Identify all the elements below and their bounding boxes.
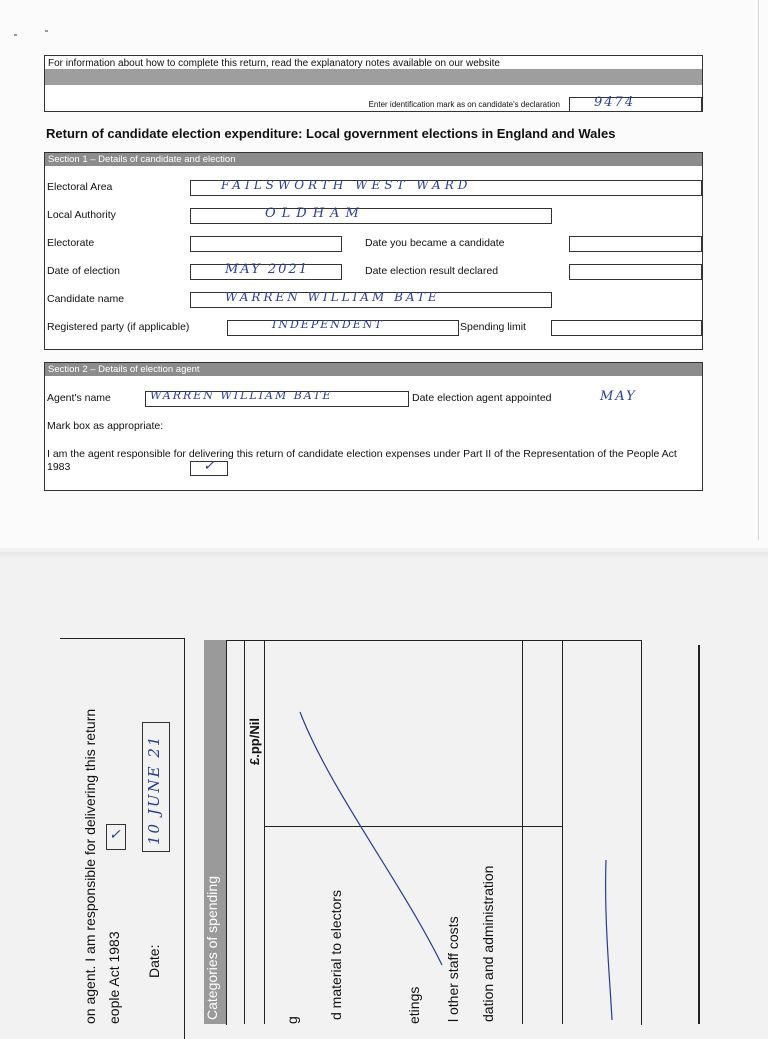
electoral-area-label: Electoral Area xyxy=(47,181,113,193)
date-agent-appointed-label: Date election agent appointed xyxy=(412,392,552,404)
date-agent-appointed-value: MAY xyxy=(600,389,637,404)
declaration-line-1: on agent. I am responsible for delivering this return xyxy=(82,708,98,1024)
page-title: Return of candidate election expenditure: Local government elections in England and Wales xyxy=(46,126,616,141)
spending-limit-label: Spending limit xyxy=(460,321,526,333)
category-item: d material to electors xyxy=(328,890,344,1020)
agent-name-label: Agent's name xyxy=(47,392,111,404)
registered-party-value: INDEPENDENT xyxy=(272,318,384,331)
electoral-area-value: FAILSWORTH WEST WARD xyxy=(221,178,472,192)
agent-name-value: WARREN WILLIAM BATE xyxy=(150,389,333,402)
local-authority-label: Local Authority xyxy=(47,209,116,221)
date-result-declared-label: Date election result declared xyxy=(365,265,499,277)
page-2-edge-line xyxy=(698,645,700,1024)
candidate-name-value: WARREN WILLIAM BATE xyxy=(225,290,440,304)
declaration-line-2: eople Act 1983 xyxy=(106,931,122,1024)
agent-statement: I am the agent responsible for delivering this return of candidate election expenses under Part II of the Representation of the People Act 1983 xyxy=(47,448,677,473)
date-became-candidate-label: Date you became a candidate xyxy=(365,237,505,249)
tick-mark: ✓ xyxy=(203,458,217,474)
info-text: For information about how to complete this return, read the explanatory notes available on our website xyxy=(48,58,500,69)
category-item: etings xyxy=(406,986,422,1024)
date-of-election-label: Date of election xyxy=(47,265,120,277)
date-value: 10 JUNE 21 xyxy=(145,734,163,845)
tick-mark-rotated: ✓ xyxy=(109,827,123,843)
amount-header: £.pp/Nil xyxy=(247,718,262,765)
date-of-election-value: MAY 2021 xyxy=(225,262,309,277)
category-item: g xyxy=(284,1016,300,1024)
electorate-label: Electorate xyxy=(47,237,95,249)
candidate-name-label: Candidate name xyxy=(47,293,125,305)
section-2-header: Section 2 – Details of election agent xyxy=(45,363,702,376)
category-item: dation and administration xyxy=(480,865,496,1022)
mark-box-label: Mark box as appropriate: xyxy=(47,420,164,432)
id-mark-label: Enter identification mark as on candidate's declaration xyxy=(368,100,560,109)
registered-party-label: Registered party (if applicable) xyxy=(47,321,190,333)
local-authority-value: OLDHAM xyxy=(265,206,365,221)
id-mark-value: 9474 xyxy=(594,95,636,110)
categories-header: Categories of spending xyxy=(204,876,220,1020)
category-item: l other staff costs xyxy=(445,916,461,1022)
date-label: Date: xyxy=(146,944,162,978)
section-1-header: Section 1 – Details of candidate and election xyxy=(45,153,702,166)
